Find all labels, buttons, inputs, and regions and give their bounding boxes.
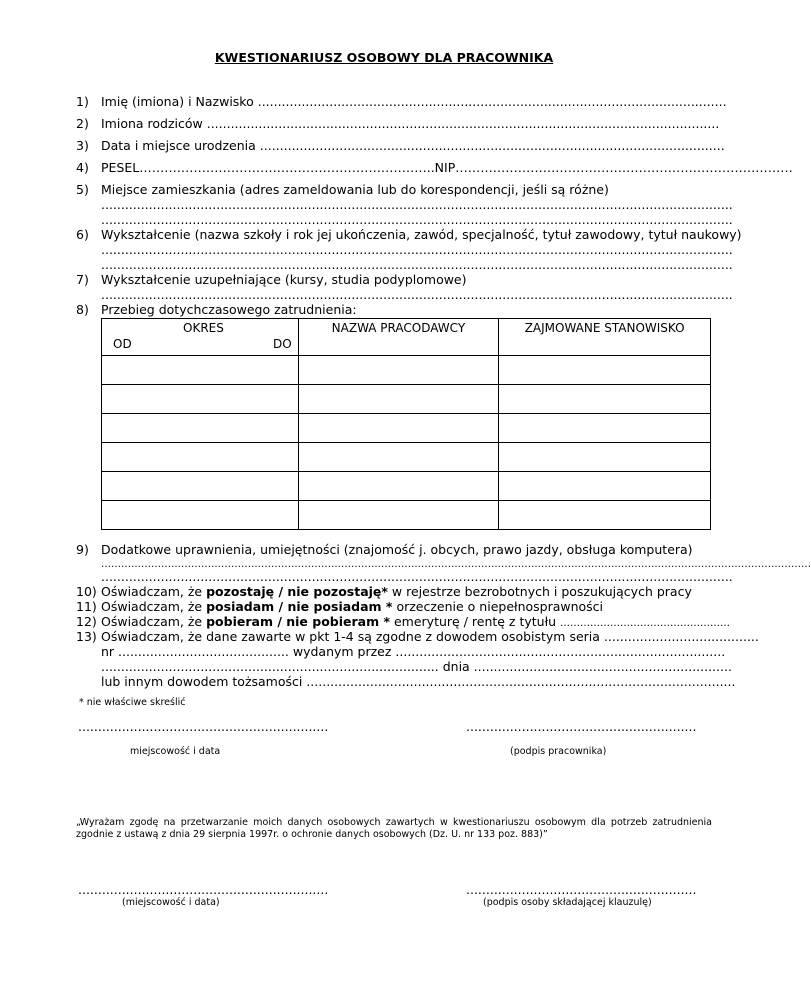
item-number: 7)	[76, 272, 89, 287]
page-title: KWESTIONARIUSZ OSOBOWY DLA PRACOWNIKA	[214, 50, 554, 65]
cell-employer[interactable]	[298, 385, 499, 414]
item-address-label: Miejsce zamieszkania (adres zameldowania lub do korespondencji, jeśli są różne)	[101, 182, 609, 197]
answer-line: ……………………………………………………………………………………………………………………………………………………………………………………………	[101, 559, 811, 570]
item-number: 2)	[76, 116, 89, 131]
cell-period[interactable]	[102, 385, 299, 414]
item-number: 10)	[76, 584, 97, 599]
item-number: 5)	[76, 182, 89, 197]
item-number: 13)	[76, 629, 97, 644]
cell-employer[interactable]	[298, 414, 499, 443]
column-header-period	[102, 319, 299, 356]
table-row	[102, 472, 711, 501]
cell-position[interactable]	[499, 414, 711, 443]
table-row	[102, 443, 711, 472]
column-header-position: ZAJMOWANE STANOWISKO	[499, 319, 711, 356]
column-header-employer: NAZWA PRACODAWCY	[298, 319, 499, 356]
statement-disability: Oświadczam, że posiadam / nie posiadam * orzeczenie o niepełnosprawności	[101, 599, 604, 614]
answer-line: ...............................................................................................................................................................	[101, 212, 733, 227]
cell-period[interactable]	[102, 501, 299, 530]
table-row	[102, 356, 711, 385]
item-name-field: Imię (imiona) i Nazwisko ......................................................................................................................	[101, 94, 727, 109]
cell-period[interactable]	[102, 356, 299, 385]
item-number: 4)	[76, 160, 89, 175]
item-number: 9)	[76, 542, 89, 557]
answer-line: ...............................................................................................................................................................	[101, 569, 733, 584]
employee-signature-caption: (podpis pracownika)	[510, 746, 607, 757]
statement-unemployed: Oświadczam, że pozostaję / nie pozostaję* w rejestrze bezrobotnych i poszukujących pracy	[101, 584, 692, 599]
from-label: OD	[113, 337, 132, 351]
employment-table	[101, 318, 711, 530]
item-number: 8)	[76, 302, 89, 317]
to-label: DO	[273, 337, 292, 351]
cell-position[interactable]	[499, 443, 711, 472]
footnote: * nie właściwe skreślić	[79, 697, 186, 708]
cell-employer[interactable]	[298, 356, 499, 385]
item-pesel-nip-field: PESEL……………………………………………………………..NIP………………………………………………………………………	[101, 160, 793, 175]
answer-line: ...............................................................................................................................................................	[101, 257, 733, 272]
clause-signature-line: ..........................................................	[466, 882, 697, 897]
clause-signature-caption: (podpis osoby składającej klauzulę)	[483, 897, 652, 908]
cell-position[interactable]	[499, 501, 711, 530]
statement-id-line4: lub innym dowodem tożsamości ............................................................................................................	[101, 674, 736, 689]
period-label: OKRES	[183, 321, 224, 335]
table-row	[102, 501, 711, 530]
cell-period[interactable]	[102, 472, 299, 501]
cell-position[interactable]	[499, 472, 711, 501]
item-number: 1)	[76, 94, 89, 109]
item-number: 11)	[76, 599, 97, 614]
statement-pension: Oświadczam, że pobieram / nie pobieram * emeryturę / rentę z tytułu ……………………………………………	[101, 614, 731, 629]
item-skills-label: Dodatkowe uprawnienia, umiejętności (znajomość j. obcych, prawo jazdy, obsługa komputera)	[101, 542, 693, 557]
table-row	[102, 414, 711, 443]
item-employment-label: Przebieg dotychczasowego zatrudnienia:	[101, 302, 357, 317]
place-date-caption: miejscowość i data	[130, 746, 221, 757]
statement-id-line1: Oświadczam, że dane zawarte w pkt 1-4 są zgodne z dowodem osobistym seria .......................................	[101, 629, 759, 644]
answer-line: ...............................................................................................................................................................	[101, 287, 733, 302]
table-row	[102, 385, 711, 414]
statement-id-line3: ..................................................................................... dnia .................................................................	[101, 659, 732, 674]
employee-signature-line: ..........................................................	[466, 719, 697, 734]
item-number: 12)	[76, 614, 97, 629]
answer-line: ...............................................................................................................................................................	[101, 242, 733, 257]
cell-employer[interactable]	[298, 443, 499, 472]
place-date-line: ...............................................................	[78, 882, 329, 897]
item-additional-education-label: Wykształcenie uzupełniające (kursy, studia podyplomowe)	[101, 272, 467, 287]
item-number: 6)	[76, 227, 89, 242]
statement-id-line2: nr ........................................... wydanym przez ...................................................................................	[101, 644, 726, 659]
cell-period[interactable]	[102, 414, 299, 443]
cell-employer[interactable]	[298, 501, 499, 530]
item-number: 3)	[76, 138, 89, 153]
place-date-line: ...............................................................	[78, 719, 329, 734]
cell-position[interactable]	[499, 356, 711, 385]
answer-line: ...............................................................................................................................................................	[101, 197, 733, 212]
cell-period[interactable]	[102, 443, 299, 472]
cell-position[interactable]	[499, 385, 711, 414]
item-birth-field: Data i miejsce urodzenia .....................................................................................................................	[101, 138, 725, 153]
place-date-caption: (miejscowość i data)	[122, 897, 220, 908]
item-parents-field: Imiona rodziców .................................................................................................................................	[101, 116, 720, 131]
cell-employer[interactable]	[298, 472, 499, 501]
item-education-label: Wykształcenie (nazwa szkoły i rok jej ukończenia, zawód, specjalność, tytuł zawodowy, tytuł naukowy)	[101, 227, 742, 242]
consent-clause: „Wyrażam zgodę na przetwarzanie moich danych osobowych zawartych w kwestionariuszu osobowym dla potrzeb zatrudnienia zgodnie z ustawą z dnia 29 sierpnia 1997r. o ochronie danych osobowych (Dz. U. nr 133 poz. 883)”	[76, 817, 712, 840]
